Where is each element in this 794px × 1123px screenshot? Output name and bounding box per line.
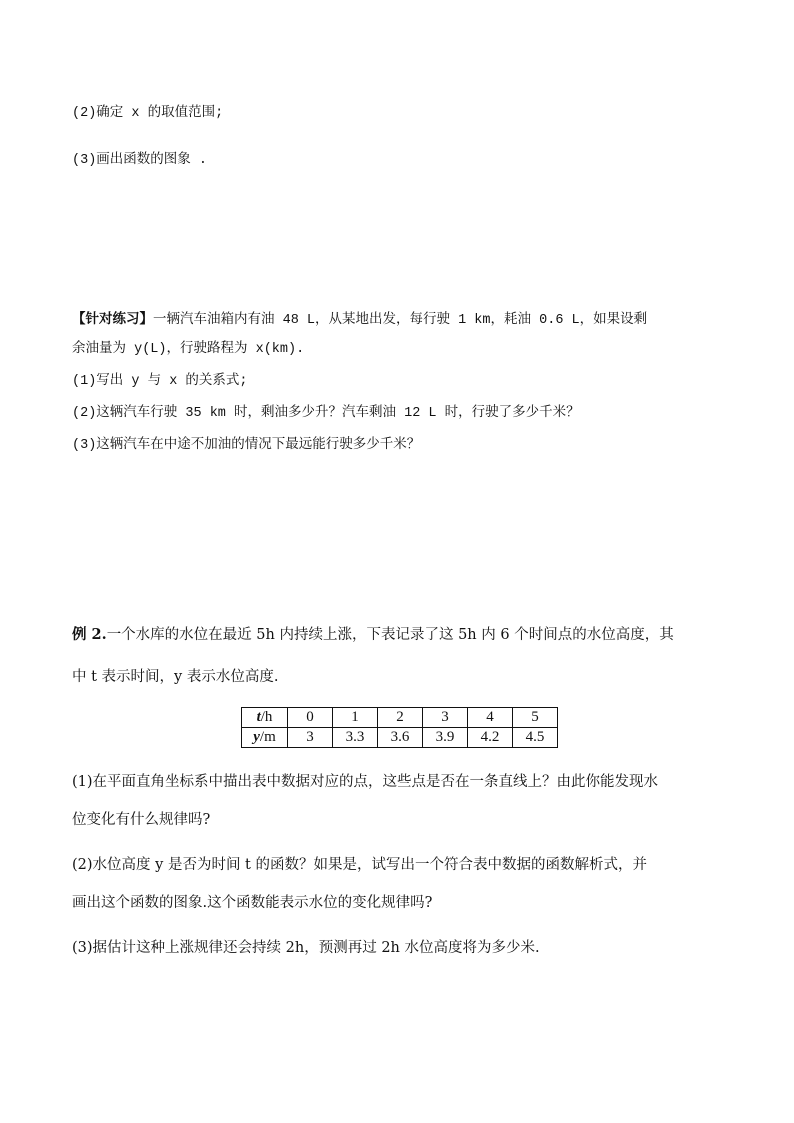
example-2-intro-text: 一个水库的水位在最近 5h 内持续上涨，下表记录了这 5h 内 6 个时间点的水位高度，其 [106, 627, 674, 643]
table-header-t: t/h [242, 708, 288, 728]
practice-tag: 【针对练习】 [72, 313, 153, 328]
table-cell: 3.6 [378, 728, 423, 748]
table-cell: 3.9 [423, 728, 468, 748]
practice-question-1: (1)写出 y 与 x 的关系式; [72, 374, 248, 389]
table-cell: 0 [288, 708, 333, 728]
example-2-label: 例 2. [72, 626, 107, 643]
table-cell: 3.3 [333, 728, 378, 748]
practice-intro-text: 一辆汽车油箱内有油 48 L，从某地出发，每行驶 1 km，耗油 0.6 L，如果设剩 [153, 313, 648, 328]
table-cell: 3 [288, 728, 333, 748]
water-level-table [241, 707, 558, 748]
practice-question-3: (3)这辆汽车在中途不加油的情况下最远能行驶多少千米？ [72, 438, 421, 453]
example-2-question-3: (3)据估计这种上涨规律还会持续 2h，预测再过 2h 水位高度将为多少米. [72, 940, 540, 956]
table-cell: 4 [468, 708, 513, 728]
example-2-question-2-line-1: (2)水位高度 y 是否为时间 t 的函数？如果是，试写出一个符合表中数据的函数解析式，并 [72, 857, 647, 873]
practice-question-2: (2)这辆汽车行驶 35 km 时，剩油多少升？汽车剩油 12 L 时，行驶了多少千米？ [72, 406, 580, 421]
example-2-question-1-line-2: 位变化有什么规律吗? [72, 812, 211, 828]
example-2-question-1-line-1: (1)在平面直角坐标系中描出表中数据对应的点，这些点是否在一条直线上？由此你能发现水 [72, 774, 659, 790]
table-cell: 4.2 [468, 728, 513, 748]
example-2-intro-line-2: 中 t 表示时间，y 表示水位高度. [72, 669, 279, 685]
practice-intro-line-2: 余油量为 y(L)，行驶路程为 x(km). [72, 342, 305, 357]
table-row-time [242, 708, 558, 728]
question-3-graph: (3)画出函数的图象 . [72, 153, 208, 168]
table-cell: 2 [378, 708, 423, 728]
practice-intro-line-1 [72, 311, 647, 331]
table-cell: 3 [423, 708, 468, 728]
table-cell: 1 [333, 708, 378, 728]
table-row-level [242, 728, 558, 748]
table-cell: 5 [513, 708, 558, 728]
example-2-intro-line-1 [72, 625, 674, 645]
question-2-range: (2)确定 x 的取值范围; [72, 106, 224, 121]
table-cell: 4.5 [513, 728, 558, 748]
table-header-y: y/m [242, 728, 288, 748]
example-2-question-2-line-2: 画出这个函数的图象.这个函数能表示水位的变化规律吗? [72, 895, 433, 911]
